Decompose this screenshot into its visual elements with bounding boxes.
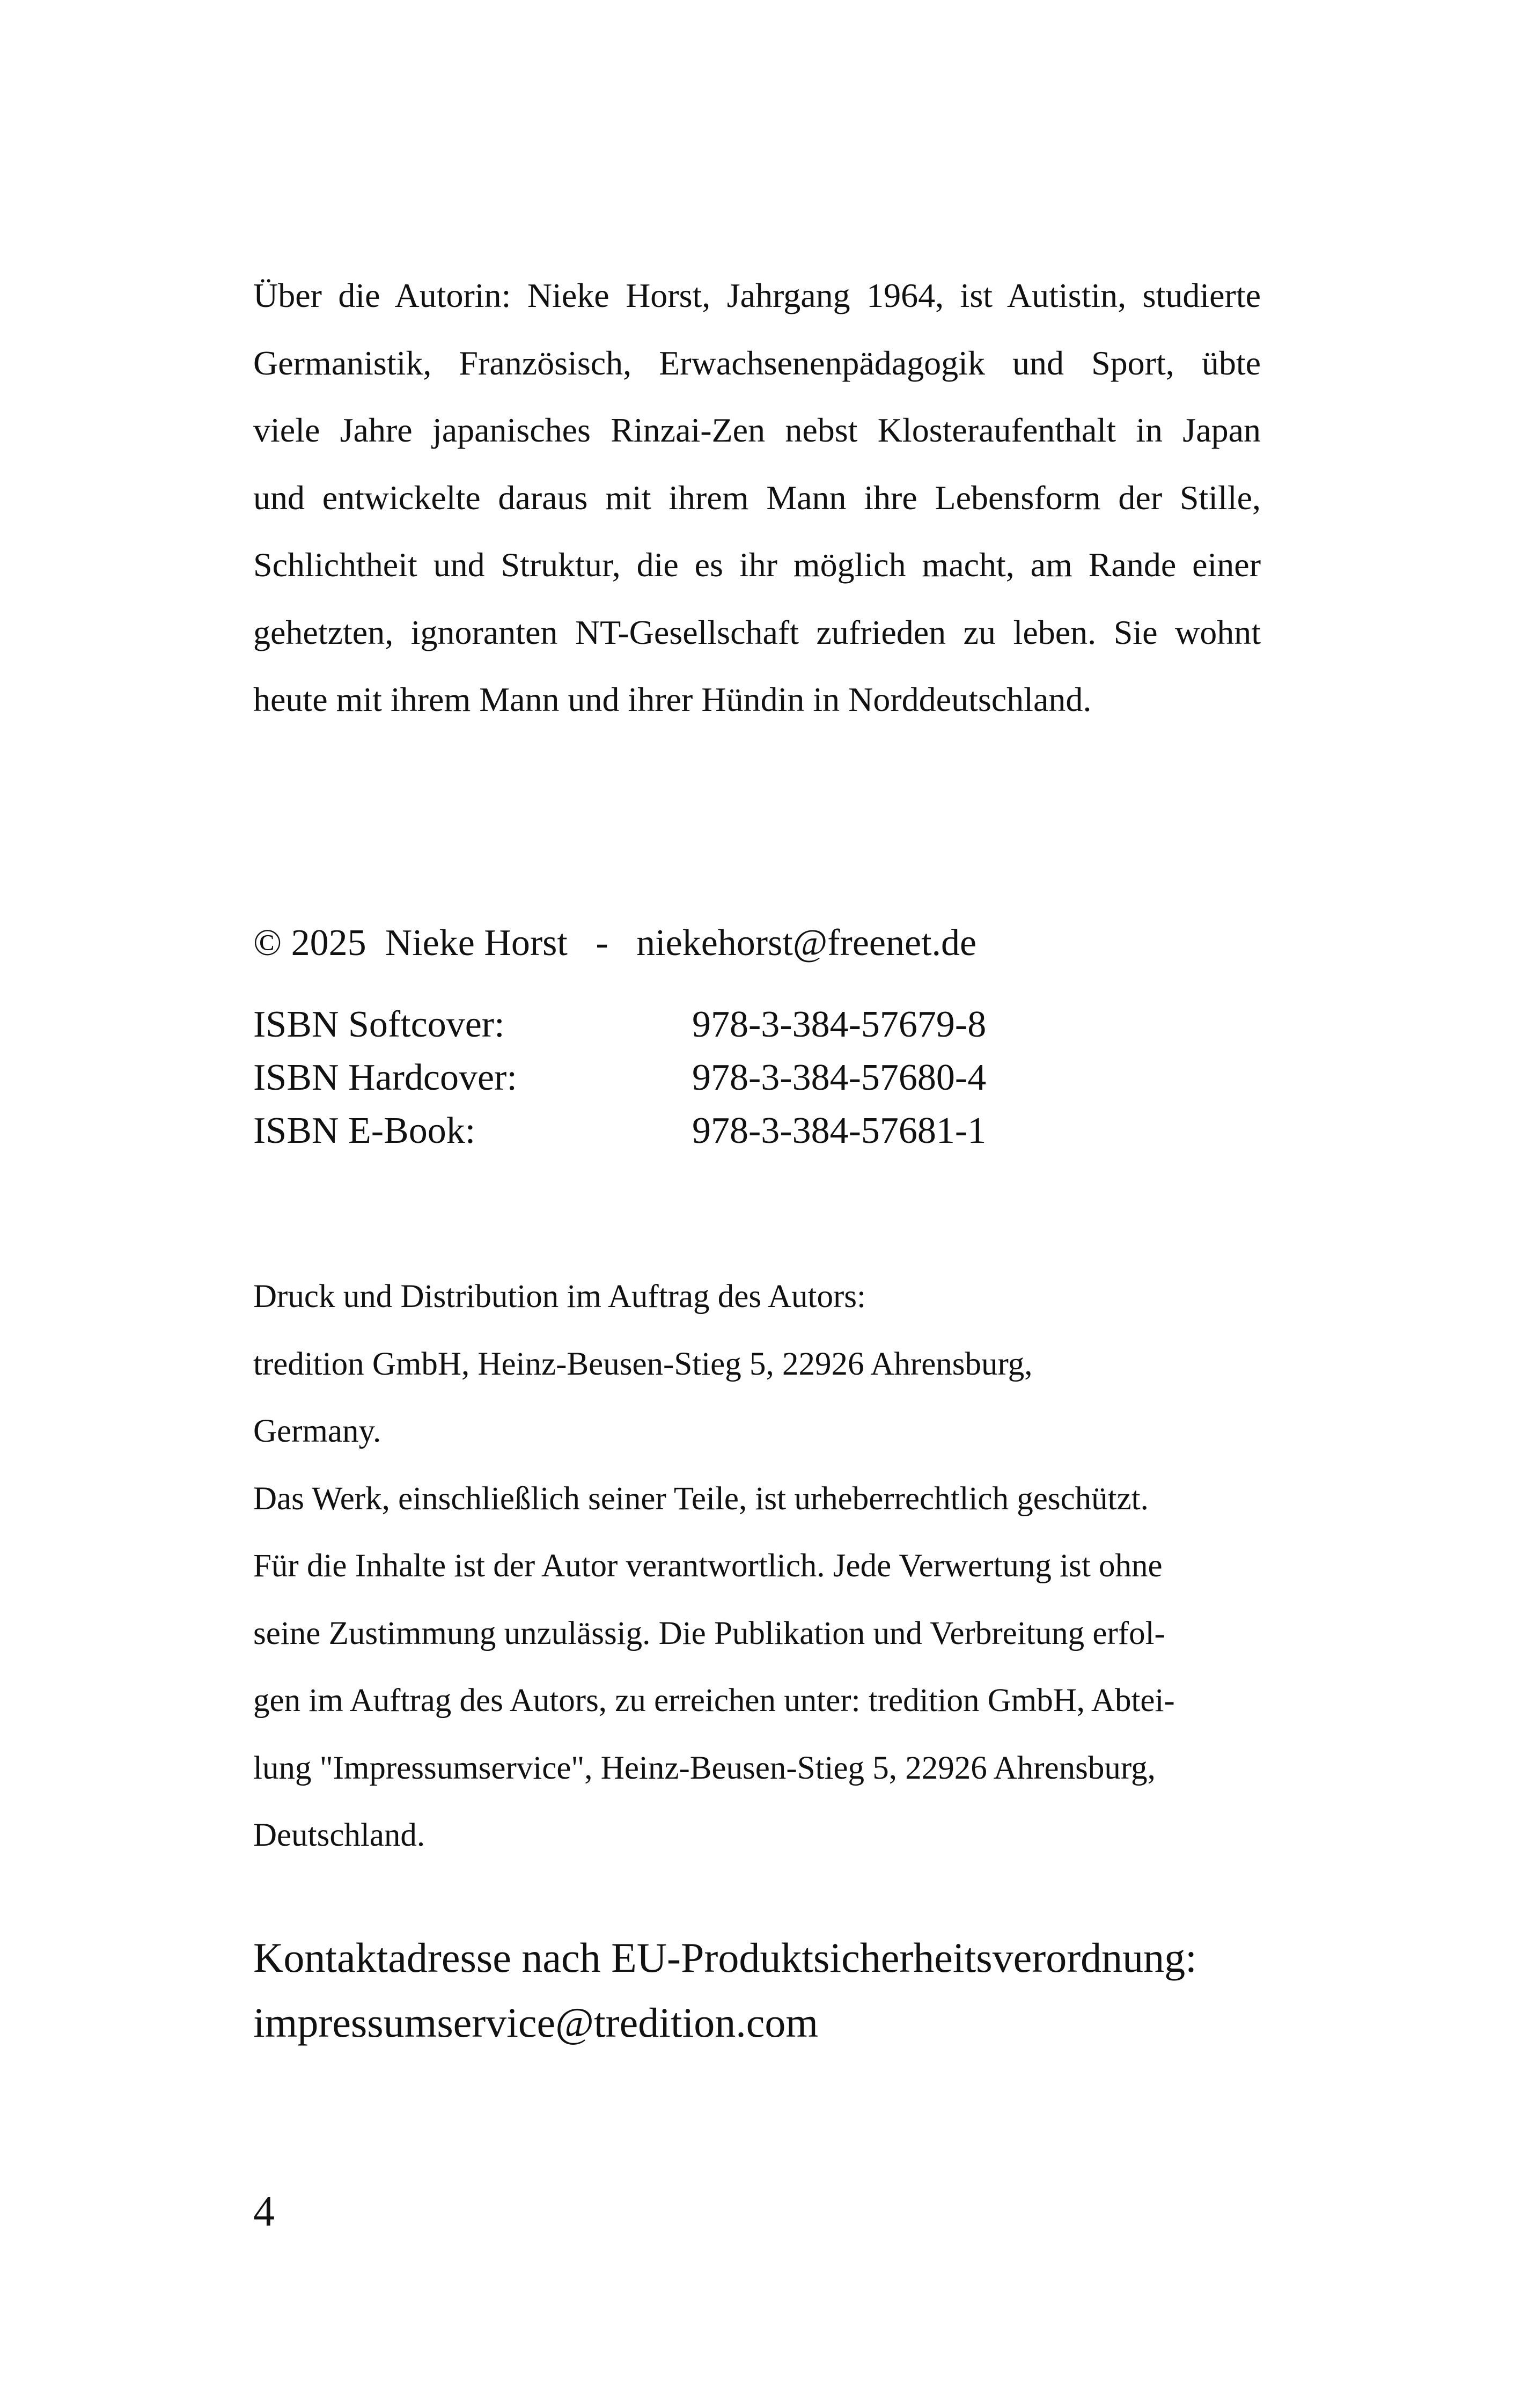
isbn-list [253,998,986,1157]
isbn-value: 978-3-384-57679-8 [692,1004,987,1045]
bio-line: Schlichtheit und Struktur, die es ihr möglich macht, am Rande einer [253,546,1261,584]
isbn-value: 978-3-384-57680-4 [692,1057,987,1098]
bio-line: und entwickelte daraus mit ihrem Mann ihre Lebensform der Stille, [253,478,1261,517]
isbn-label: ISBN Hardcover: [253,1057,517,1098]
print-line: Das Werk, einschließlich seiner Teile, ist urheberrechtlich geschützt. [253,1480,1149,1517]
eu-contact [253,1925,1197,2055]
contact-email: impressumservice@tredition.com [253,1999,819,2046]
page-number: 4 [253,2188,275,2235]
bio-line: gehetzten, ignoranten NT-Gesellschaft zufrieden zu leben. Sie wohnt [253,613,1261,651]
copyright-line: © 2025 Nieke Horst - niekehorst@freenet.de [253,922,977,964]
bio-line: Über die Autorin: Nieke Horst, Jahrgang 1964, ist Autistin, studierte [253,276,1261,314]
isbn-row-softcover [253,998,986,1051]
author-bio [253,262,1261,733]
print-line: gen im Auftrag des Autors, zu erreichen unter: tredition GmbH, Abtei- [253,1683,1175,1719]
isbn-value: 978-3-384-57681-1 [692,1110,987,1151]
print-line: Germany. [253,1413,381,1449]
print-line: Druck und Distribution im Auftrag des Autors: [253,1279,866,1315]
print-line: Für die Inhalte ist der Autor verantwortlich. Jede Verwertung ist ohne [253,1548,1163,1584]
isbn-label: ISBN E-Book: [253,1110,476,1151]
print-distribution-notice [253,1263,1261,1869]
bio-line: Germanistik, Französisch, Erwachsenenpädagogik und Sport, übte [253,343,1261,382]
isbn-row-hardcover [253,1051,986,1104]
isbn-row-ebook [253,1104,986,1157]
bio-line: viele Jahre japanisches Rinzai-Zen nebst Klosteraufenthalt in Japan [253,411,1261,449]
isbn-label: ISBN Softcover: [253,1004,505,1045]
print-line: lung "Impressumservice", Heinz-Beusen-Stieg 5, 22926 Ahrensburg, [253,1750,1156,1786]
print-line: seine Zustimmung unzulässig. Die Publikation und Verbreitung erfol- [253,1615,1165,1651]
contact-heading: Kontaktadresse nach EU-Produktsicherheitsverordnung: [253,1934,1197,1981]
bio-line: heute mit ihrem Mann und ihrer Hündin in Norddeutschland. [253,680,1092,718]
print-line: tredition GmbH, Heinz-Beusen-Stieg 5, 22926 Ahrensburg, [253,1346,1033,1382]
print-line: Deutschland. [253,1817,425,1853]
